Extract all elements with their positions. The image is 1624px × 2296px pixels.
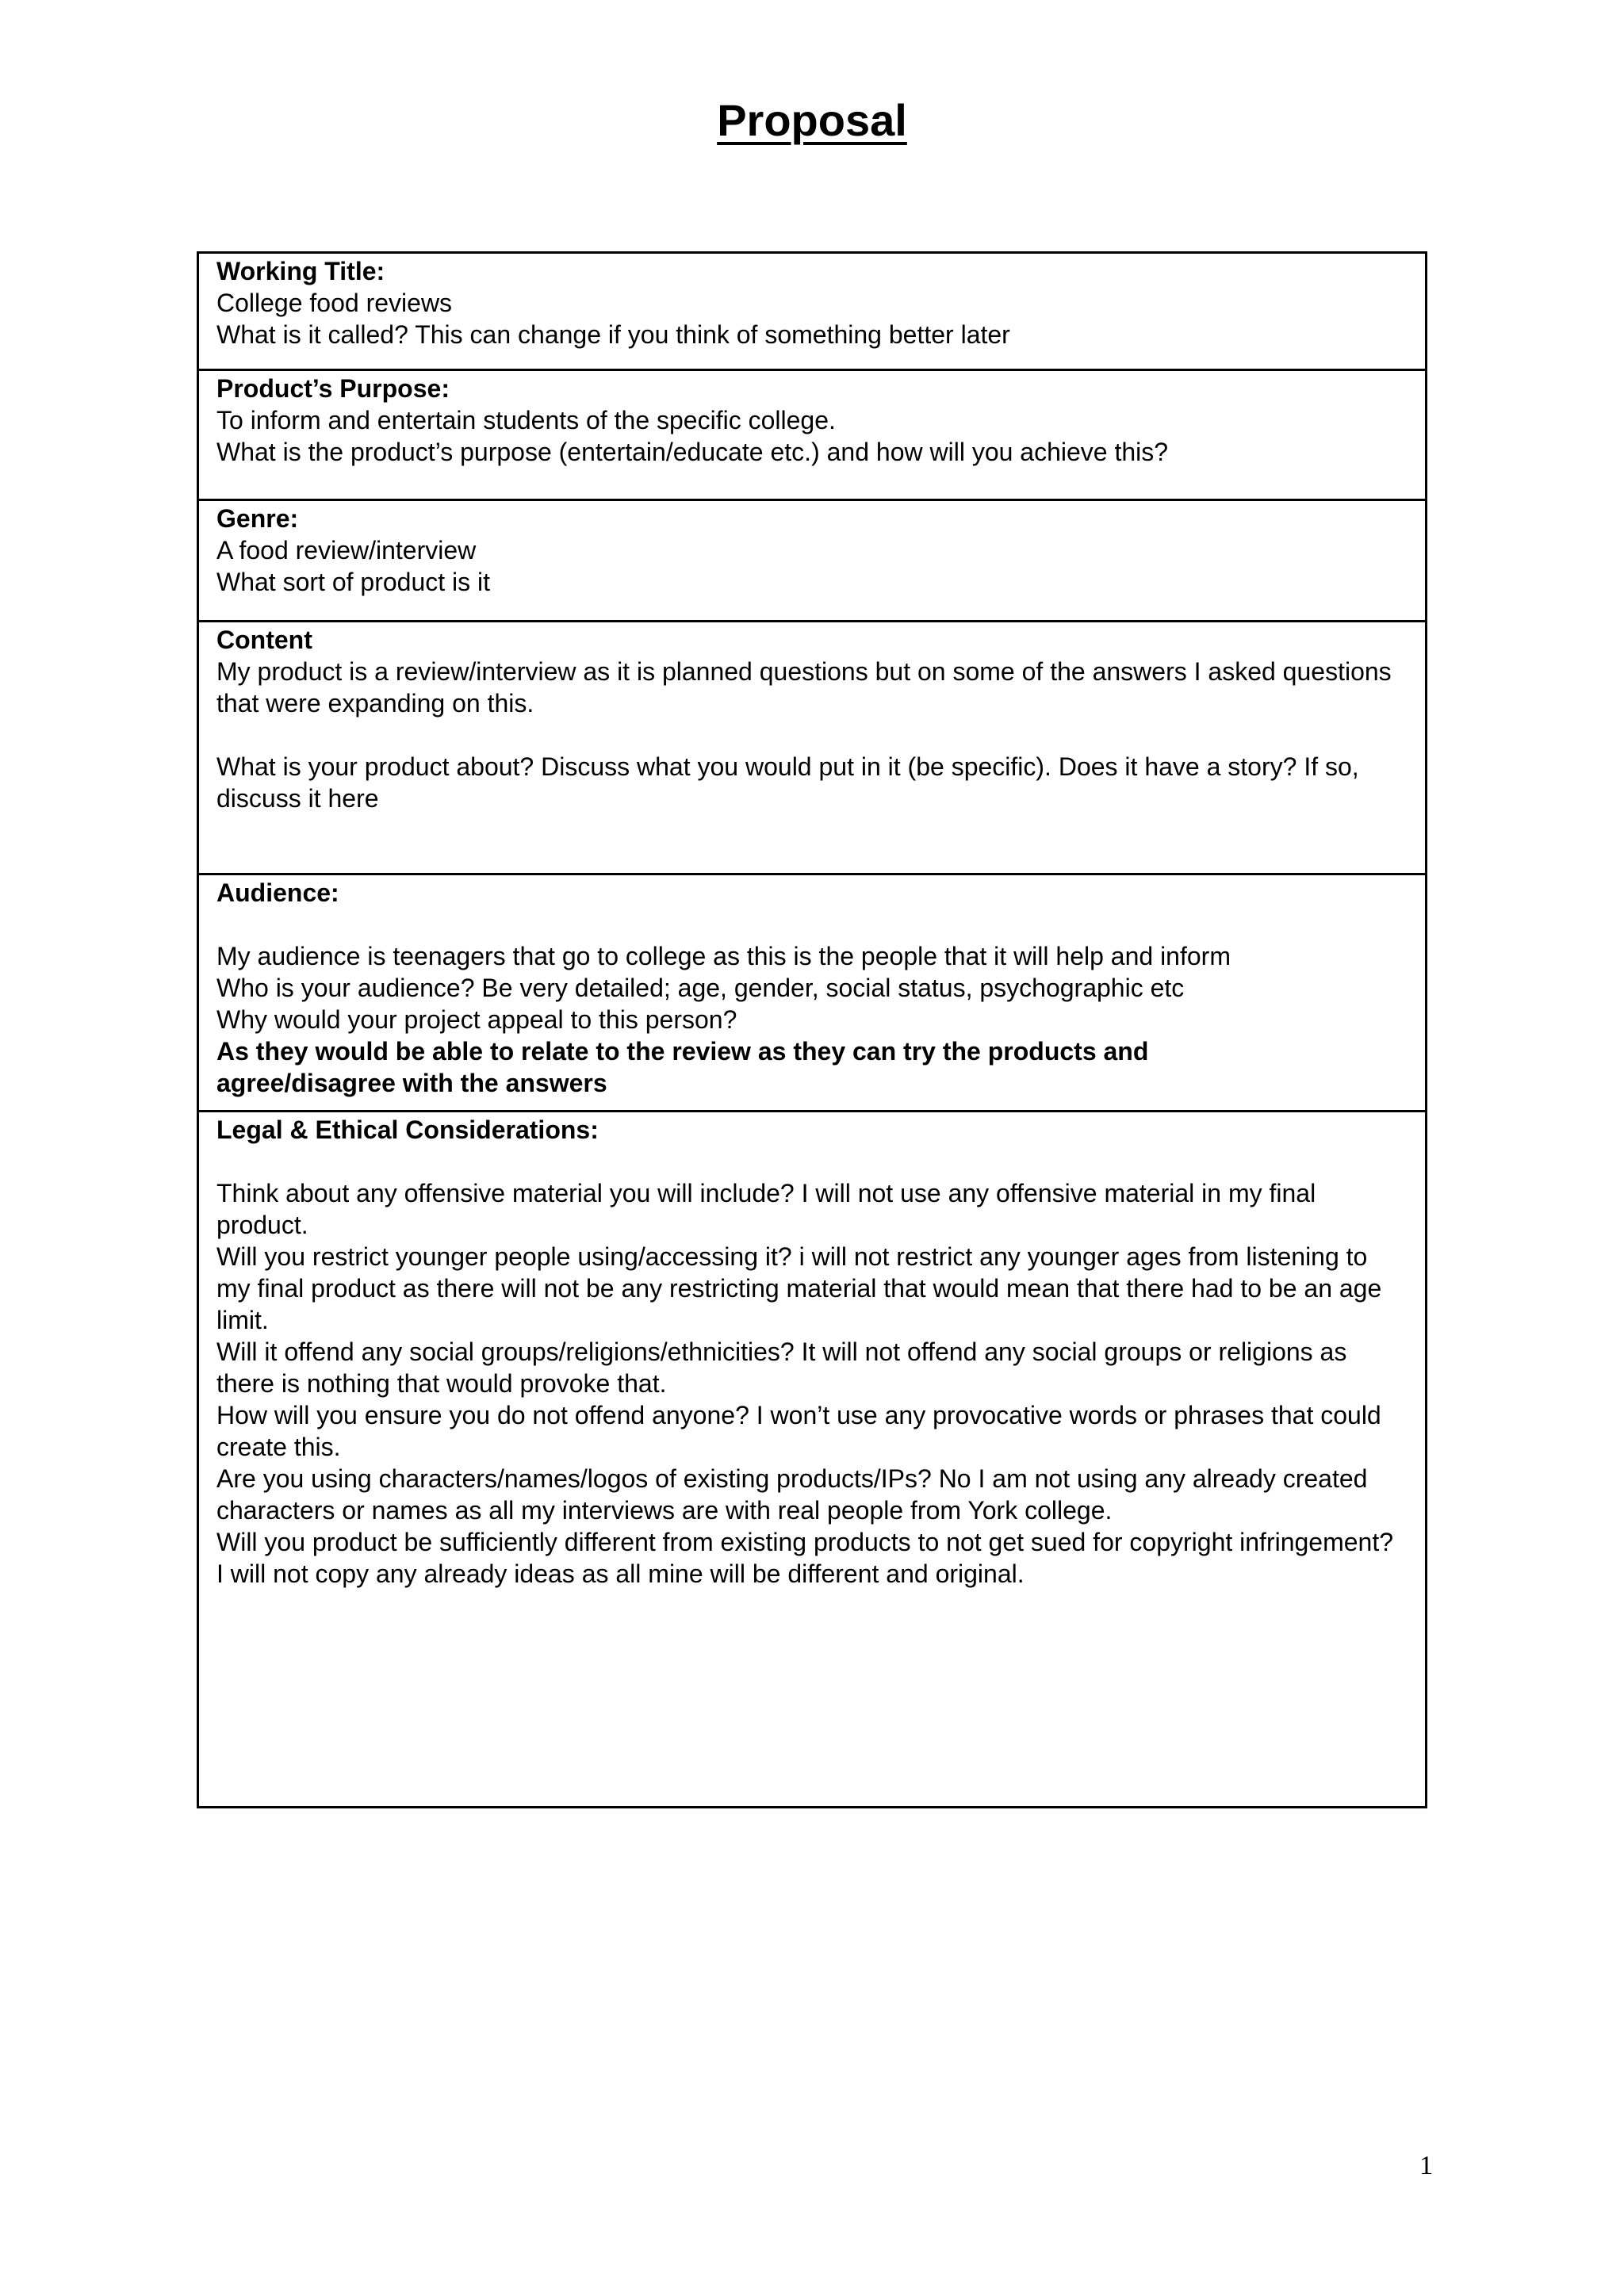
genre-answer: A food review/interview (216, 536, 477, 564)
audience-prompt-who: Who is your audience? Be very detailed; age, gender, social status, psychographic etc (216, 974, 1185, 1002)
audience-answer: My audience is teenagers that go to college as this is the people that it will help and inform (216, 942, 1231, 970)
genre-section (199, 501, 1425, 622)
legal-characters: Are you using characters/names/logos of existing products/IPs? No I am not using any already created characters or names as all my interviews are with real people from York college. (216, 1464, 1368, 1525)
content-label: Content (216, 626, 312, 654)
content-prompt: What is your product about? Discuss what you would put in it (be specific). Does it have a story? If so, discuss it here (216, 752, 1359, 813)
page-number: 1 (1419, 2151, 1433, 2180)
legal-offend-groups: Will it offend any social groups/religions/ethnicities? It will not offend any social groups or religions as there is nothing that would provoke that. (216, 1337, 1347, 1398)
content-spacer (216, 719, 1406, 751)
genre-prompt: What sort of product is it (216, 568, 491, 596)
legal-offensive: Think about any offensive material you will include? I will not use any offensive material in my final product. (216, 1179, 1316, 1239)
working-title-prompt: What is it called? This can change if you think of something better later (216, 320, 1010, 349)
working-title-section (199, 254, 1425, 371)
audience-prompt-why: Why would your project appeal to this person? (216, 1005, 737, 1034)
working-title-label: Working Title: (216, 257, 385, 285)
legal-restrict: Will you restrict younger people using/accessing it? i will not restrict any younger ages from listening to my final product as there will not be any restricting material that would mean that there had to be an age limit. (216, 1242, 1382, 1334)
working-title-answer: College food reviews (216, 289, 453, 317)
audience-appeal-line-1: As they would be able to relate to the review as they can try the products and (216, 1037, 1149, 1066)
purpose-prompt: What is the product’s purpose (entertain/educate etc.) and how will you achieve this? (216, 438, 1169, 466)
audience-section (199, 875, 1425, 1112)
content-section (199, 622, 1425, 875)
purpose-label: Product’s Purpose: (216, 374, 450, 403)
audience-appeal-line-2: agree/disagree with the answers (216, 1069, 607, 1097)
genre-label: Genre: (216, 504, 299, 533)
purpose-section (199, 371, 1425, 501)
audience-label: Audience: (216, 878, 339, 907)
legal-ensure: How will you ensure you do not offend anyone? I won’t use any provocative words or phrases that could create this. (216, 1401, 1381, 1461)
legal-spacer (216, 1146, 1406, 1177)
purpose-answer: To inform and entertain students of the specific college. (216, 406, 836, 434)
legal-section (199, 1112, 1425, 1806)
audience-spacer (216, 909, 1406, 940)
content-answer: My product is a review/interview as it is planned questions but on some of the answers I asked questions that were expanding on this. (216, 657, 1392, 718)
proposal-table (197, 251, 1427, 1808)
legal-copyright: Will you product be sufficiently different from existing products to not get sued for copyright infringement? I will not copy any already ideas as all mine will be different and original. (216, 1528, 1394, 1588)
page-title: Proposal (717, 95, 907, 145)
legal-label: Legal & Ethical Considerations: (216, 1115, 599, 1144)
